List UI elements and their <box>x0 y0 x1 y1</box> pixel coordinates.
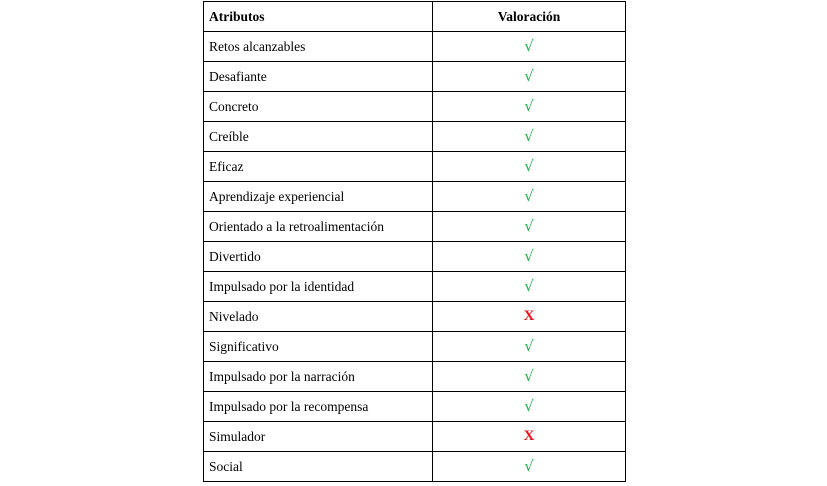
check-mark-icon: √ <box>524 66 534 85</box>
attribute-cell: Creíble <box>204 122 433 152</box>
rating-cell <box>433 452 626 482</box>
check-mark-icon: √ <box>524 246 534 265</box>
rating-cell <box>433 272 626 302</box>
cross-mark-icon: X <box>523 308 535 324</box>
attributes-table <box>203 1 626 482</box>
table-row <box>204 272 626 302</box>
cross-mark-icon: X <box>523 428 535 444</box>
header-row <box>204 2 626 32</box>
table-header <box>204 2 626 32</box>
table-row <box>204 242 626 272</box>
check-mark-icon: √ <box>524 36 534 55</box>
table-row <box>204 392 626 422</box>
header-valoracion: Valoración <box>433 2 626 32</box>
attribute-cell: Impulsado por la recompensa <box>204 392 433 422</box>
table-row <box>204 452 626 482</box>
attribute-cell: Aprendizaje experiencial <box>204 182 433 212</box>
attribute-cell: Significativo <box>204 332 433 362</box>
rating-cell <box>433 212 626 242</box>
attribute-cell: Impulsado por la identidad <box>204 272 433 302</box>
table-row <box>204 152 626 182</box>
table-row <box>204 212 626 242</box>
check-mark-icon: √ <box>524 186 534 205</box>
table-body <box>204 32 626 482</box>
table-row <box>204 62 626 92</box>
check-mark-icon: √ <box>524 336 534 355</box>
table-row <box>204 422 626 452</box>
rating-cell <box>433 62 626 92</box>
check-mark-icon: √ <box>524 366 534 385</box>
check-mark-icon: √ <box>524 156 534 175</box>
check-mark-icon: √ <box>524 126 534 145</box>
table-row <box>204 362 626 392</box>
check-mark-icon: √ <box>524 276 534 295</box>
attribute-cell: Divertido <box>204 242 433 272</box>
check-mark-icon: √ <box>524 396 534 415</box>
rating-cell <box>433 182 626 212</box>
attribute-cell: Retos alcanzables <box>204 32 433 62</box>
rating-cell <box>433 242 626 272</box>
table-row <box>204 122 626 152</box>
check-mark-icon: √ <box>524 456 534 475</box>
attribute-cell: Eficaz <box>204 152 433 182</box>
attribute-cell: Desafiante <box>204 62 433 92</box>
table-row <box>204 182 626 212</box>
rating-cell <box>433 122 626 152</box>
table-row <box>204 92 626 122</box>
rating-cell <box>433 92 626 122</box>
rating-cell <box>433 302 626 332</box>
attribute-cell: Orientado a la retroalimentación <box>204 212 433 242</box>
attribute-cell: Social <box>204 452 433 482</box>
attribute-cell: Simulador <box>204 422 433 452</box>
rating-cell <box>433 332 626 362</box>
check-mark-icon: √ <box>524 96 534 115</box>
header-atributos: Atributos <box>204 2 433 32</box>
rating-cell <box>433 422 626 452</box>
rating-cell <box>433 392 626 422</box>
table-row <box>204 32 626 62</box>
table-row <box>204 332 626 362</box>
check-mark-icon: √ <box>524 216 534 235</box>
rating-cell <box>433 32 626 62</box>
attribute-cell: Concreto <box>204 92 433 122</box>
attribute-cell: Nivelado <box>204 302 433 332</box>
rating-cell <box>433 362 626 392</box>
attribute-cell: Impulsado por la narración <box>204 362 433 392</box>
table-row <box>204 302 626 332</box>
rating-cell <box>433 152 626 182</box>
